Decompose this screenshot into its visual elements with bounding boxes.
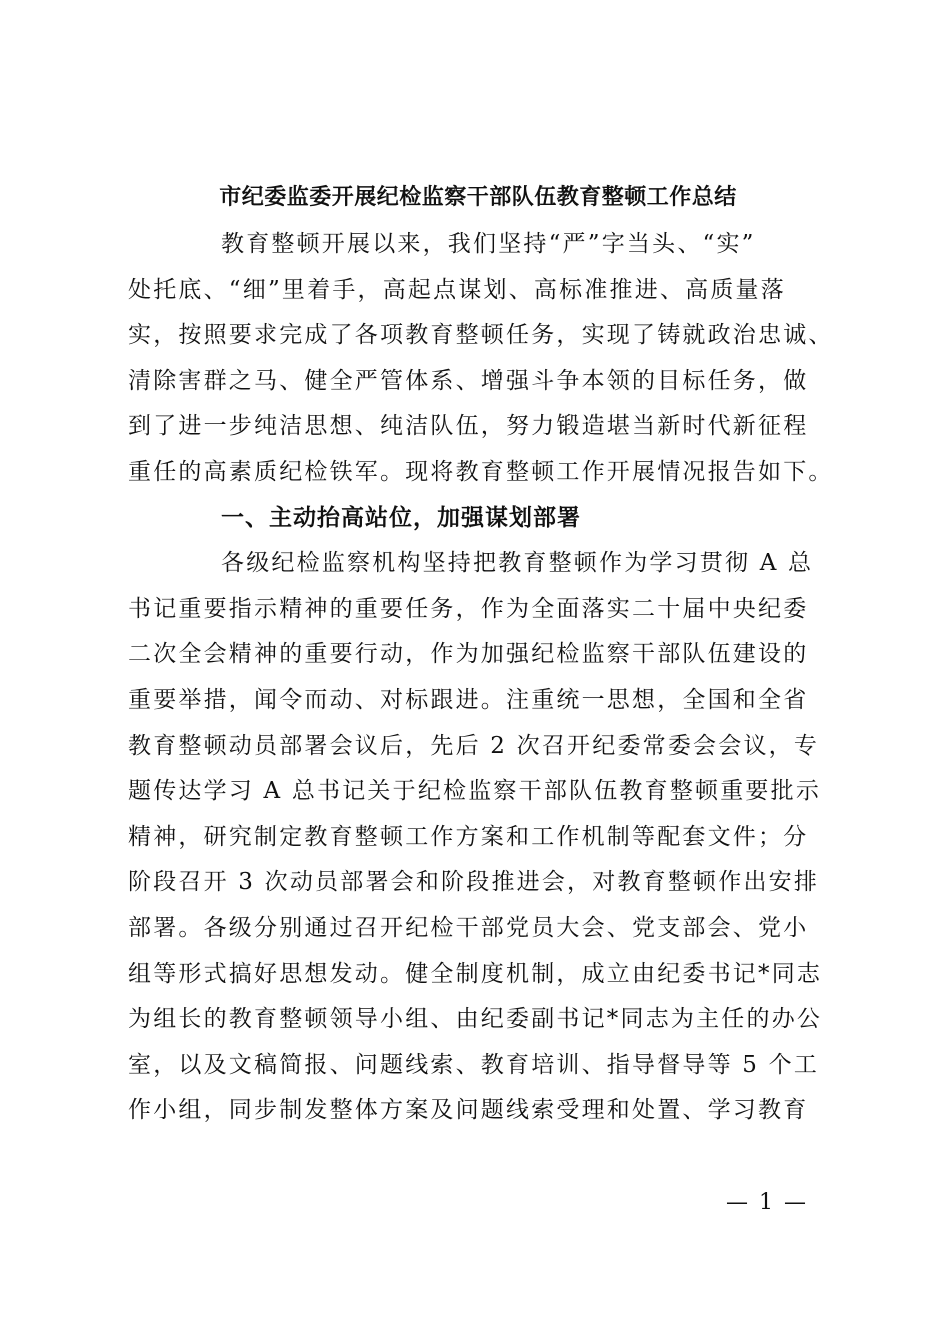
intro-line: 处托底、“细”里着手，高起点谋划、高标准推进、高质量落 (128, 276, 786, 303)
section-line: 题传达学习 A 总书记关于纪检监察干部队伍教育整顿重要批示 (128, 778, 822, 805)
section-line: 二次全会精神的重要行动，作为加强纪检监察干部队伍建设的 (128, 641, 809, 668)
document-body (128, 222, 838, 1134)
section-line: 室，以及文稿简报、问题线索、教育培训、指导督导等 5 个工 (128, 1051, 820, 1078)
intro-line: 教育整顿开展以来，我们坚持“严”字当头、“实” (221, 231, 756, 257)
section-line: 作小组，同步制发整体方案及问题线索受理和处置、学习教育 (128, 1097, 809, 1124)
intro-line: 清除害群之马、健全严管体系、增强斗争本领的目标任务，做 (128, 367, 809, 394)
section-line: 重要举措，闻令而动、对标跟进。注重统一思想，全国和全省 (128, 686, 809, 713)
section-line: 组等形式搞好思想发动。健全制度机制，成立由纪委书记*同志 (128, 960, 823, 987)
document-title: 市纪委监委开展纪检监察干部队伍教育整顿工作总结 (219, 184, 737, 210)
section-heading: 一、主动抬高站位，加强谋划部署 (221, 504, 581, 531)
section-line: 教育整顿动员部署会议后，先后 2 次召开纪委常委会会议，专 (128, 732, 820, 759)
section-line: 各级纪检监察机构坚持把教育整顿作为学习贯彻 A 总 (221, 550, 814, 577)
section-line: 部署。各级分别通过召开纪检干部党员大会、党支部会、党小 (128, 914, 809, 941)
page-number: — 1 — (726, 1190, 808, 1215)
intro-line: 实，按照要求完成了各项教育整顿任务，实现了铸就政治忠诚、 (128, 322, 834, 349)
intro-line: 重任的高素质纪检铁军。现将教育整顿工作开展情况报告如下。 (128, 458, 834, 485)
section-line: 书记重要指示精神的重要任务，作为全面落实二十届中央纪委 (128, 595, 809, 622)
section-line: 精神，研究制定教育整顿工作方案和工作机制等配套文件；分 (128, 823, 809, 850)
intro-line: 到了进一步纯洁思想、纯洁队伍，努力锻造堪当新时代新征程 (128, 413, 809, 440)
section-line: 阶段召开 3 次动员部署会和阶段推进会，对教育整顿作出安排 (128, 869, 820, 896)
section-line: 为组长的教育整顿领导小组、由纪委副书记*同志为主任的办公 (128, 1006, 823, 1033)
